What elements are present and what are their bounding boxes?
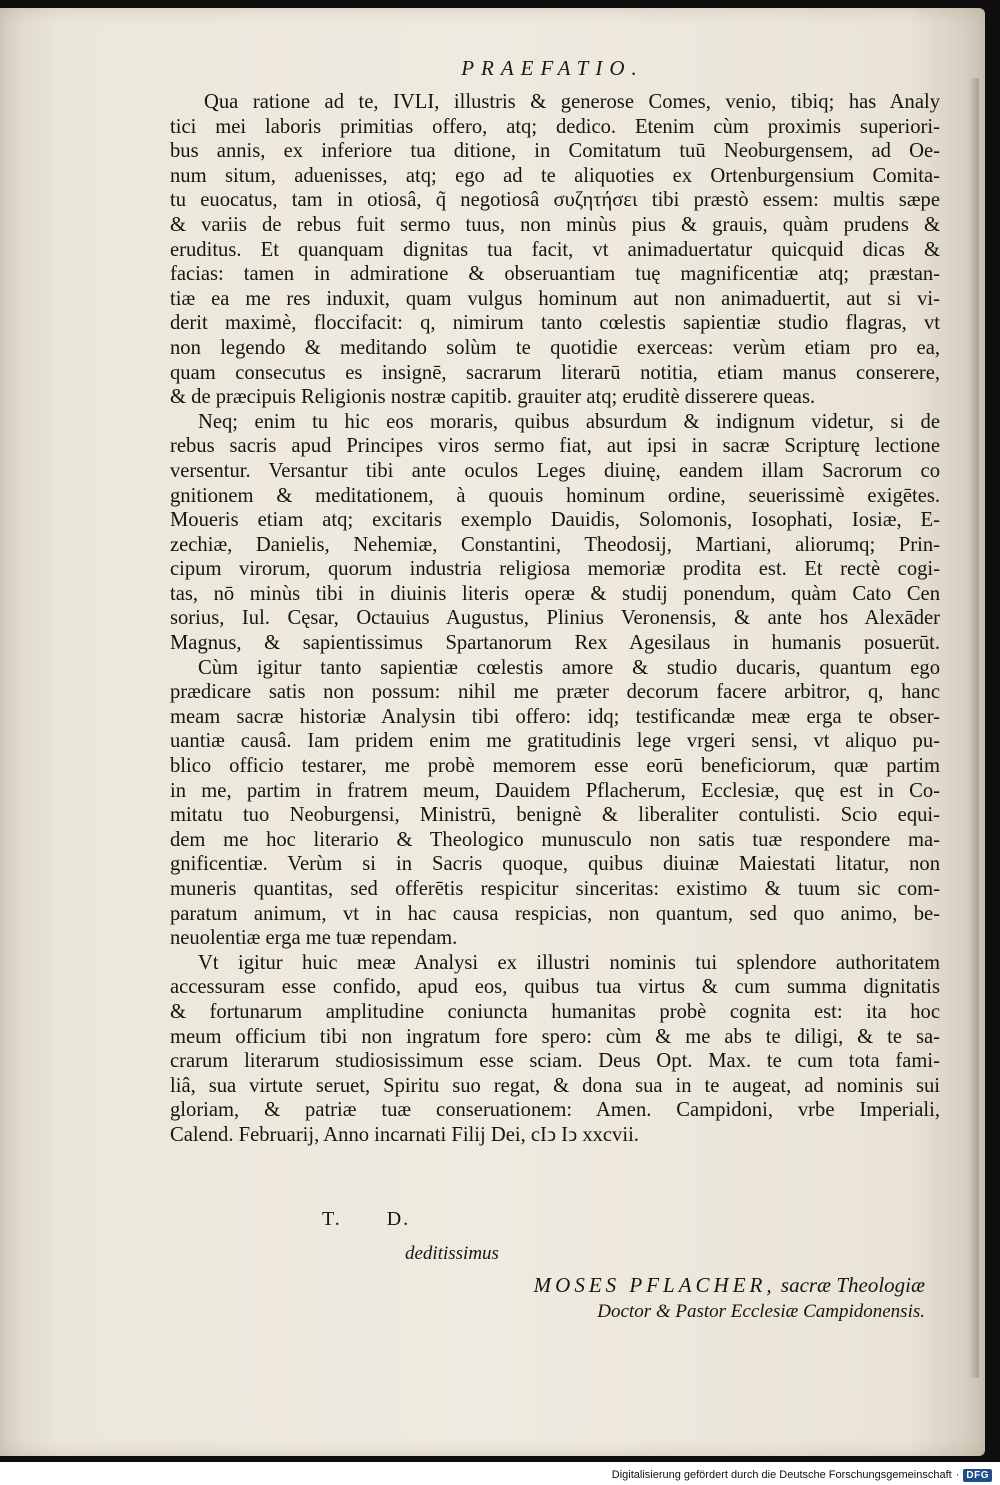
text-line: Calend. Februarij, Anno incarnati Filij Dei, cIↄ Iↄ xxcvii.	[170, 1123, 639, 1146]
text-line: tas, nō minùs tibi in diuinis literis operæ & studij ponendum, quàm Cato Cen	[170, 582, 940, 605]
dfg-logo: DFG	[963, 1469, 992, 1482]
text-line: in me, partim in fratrem meum, Dauidem Pflacherum, Ecclesiæ, quę est in Co-	[170, 779, 940, 802]
text-line: prædicare satis non possum: nihil me præter decorum facere arbitror, q, hanc	[170, 681, 940, 704]
text-line: Neq; enim tu hic eos moraris, quibus absurdum & indignum videtur, si de	[198, 410, 940, 433]
text-line: crarum literarum studiosissimum esse sciam. Deus Opt. Max. te cum tota fami-	[170, 1050, 940, 1073]
text-line: blico officio testarer, me probè memorem esse eorū beneficiorum, quæ partim	[170, 755, 940, 778]
text-line: gnificentiæ. Verùm si in Sacris quoque, quibus diuinæ Maiestati litatur, non	[170, 853, 940, 876]
text-line: quam consecutus es insignē, sacrarum literarū notitia, etiam manus conserere,	[170, 361, 940, 384]
text-line: accessuram esse confido, apud eos, quibus tua virtus & cum summa dignitatis	[170, 976, 940, 999]
closing-deditissimus: deditissimus	[405, 1243, 499, 1264]
text-line: meam sacræ historiæ Analysin tibi offero: idq; testificandæ meæ erga te obser-	[170, 705, 940, 728]
text-line: rebus sacris apud Principes viros sermo fiat, aut ipsi in sacræ Scripturę lectione	[170, 435, 940, 458]
preface-text	[170, 90, 940, 1148]
text-line: tici mei laboris primitias offero, atq; dedico. Etenim cùm proximis superiori-	[170, 115, 940, 138]
text-line: & variis de rebus fuit sermo tuus, non minùs pius & grauis, quàm prudens &	[170, 213, 940, 236]
text-line: muneris quantitas, sed offerētis respicitur sinceritas: existimo & tuum sic com-	[170, 878, 940, 900]
signature-title-1: sacræ Theologiæ	[780, 1273, 925, 1297]
text-line: dem me hoc literario & Theologico munusculo non satis tuæ respondere ma-	[170, 828, 940, 851]
text-line: gnitionem & meditationem, à quouis hominum ordine, seuerissimè exigētes.	[170, 484, 940, 507]
text-line: non legendo & meditando solùm te quotidie exerceas: verùm etiam pro ea,	[170, 336, 940, 359]
text-line: paratum animum, vt in hac causa respicias, non quantum, sed quo animo, be-	[170, 902, 940, 925]
text-line: cipum virorum, quorum industria religiosa memoriæ prodita est. Et rectè cogi-	[170, 558, 940, 581]
text-line: meum officium tibi non ingratum fore spero: cùm & me abs te diligi, & te sa-	[170, 1025, 940, 1048]
text-line: eruditus. Et quanquam dignitas tua facit, vt animaduertatur quicquid dicas &	[170, 238, 940, 261]
text-line: liâ, sua virtute seruet, Spiritu suo regat, & dona sua in te augeat, ad nominis sui	[170, 1074, 940, 1097]
signature-line	[534, 1273, 925, 1298]
text-line: facias: tamen in admiratione & obseruantiam tuę magnificentiæ atq; præstan-	[170, 263, 940, 286]
text-line: zechiæ, Danielis, Nehemiæ, Constantini, Theodosij, Martiani, aliorumq; Prin-	[170, 533, 940, 556]
page-edge-shadow	[969, 78, 979, 1378]
text-line: sorius, Iul. Cęsar, Octauius Augustus, Plinius Veronensis, & ante hos Alexāder	[170, 607, 940, 630]
text-line: Vt igitur huic meæ Analysi ex illustri nominis tui splendore authoritatem	[198, 951, 940, 974]
closing-initials	[322, 1208, 448, 1231]
text-line: Cùm igitur tanto sapientiæ cœlestis amore & studio ducaris, quantum ego	[198, 656, 940, 679]
text-line: neuolentiæ erga me tuæ rependam.	[170, 927, 458, 950]
text-line: uantiæ causâ. Iam pridem enim me gratitudinis lege vrgeri sensi, vt aliquo pu-	[170, 730, 940, 753]
signature-name: MOSES PFLACHER,	[533, 1273, 776, 1297]
book-page	[0, 8, 985, 1456]
text-line: Qua ratione ad te, IVLI, illustris & generose Comes, venio, tibiq; has Analy	[204, 91, 940, 113]
text-line: Magnus, & sapientissimus Spartanorum Rex Agesilaus in humanis posuerūt.	[170, 632, 940, 655]
text-line: Moueris etiam atq; excitaris exemplo Dauidis, Solomonis, Iosophati, Iosiæ, E-	[170, 509, 940, 532]
running-head: PRAEFATIO.	[461, 56, 644, 80]
text-line: num situm, aduenisses, atq; ego ad te aliquoties ex Ortenburgensium Comita-	[170, 164, 940, 187]
text-line: gloriam, & patriæ tuæ conseruationem: Amen. Campidoni, vrbe Imperiali,	[170, 1099, 940, 1122]
footer-text: Digitalisierung gefördert durch die Deutsche Forschungsgemeinschaft	[611, 1469, 952, 1481]
closing-t: T.	[322, 1208, 342, 1230]
text-line: & fortunarum amplitudine coniuncta humanitas probè cognita est: ita hoc	[170, 1000, 940, 1023]
text-line: derit maximè, floccifacit: q, nimirum tanto cœlestis sapientiæ studio flagras, vt	[170, 312, 940, 335]
text-line: tu euocatus, tam in otiosâ, q̃ negotiosâ συζητήσει tibi præstò essem: multis sæpe	[170, 189, 940, 212]
text-line: versentur. Versantur tibi ante oculos Leges diuinę, eandem illam Sacrorum co	[170, 459, 940, 482]
text-line: tiæ ea me res induxit, quam vulgus hominum aut non animaduertit, aut si vi-	[170, 287, 940, 310]
text-line: bus annis, ex inferiore tua ditione, in Comitatum tuū Neoburgensem, ad Oe-	[170, 140, 940, 163]
closing-d: D.	[386, 1208, 411, 1230]
text-line: & de præcipuis Religionis nostræ capitib. grauiter atq; eruditè disserere queas.	[170, 386, 816, 409]
text-line: mitatu tuo Neoburgensi, Ministrū, benignè & liberaliter contulisti. Scio equi-	[170, 804, 940, 827]
signature-title-2: Doctor & Pastor Ecclesiæ Campidonensis.	[597, 1301, 925, 1322]
digitization-footer: Digitalisierung gefördert durch die Deutsche Forschungsgemeinschaft · DFG	[612, 1465, 992, 1485]
